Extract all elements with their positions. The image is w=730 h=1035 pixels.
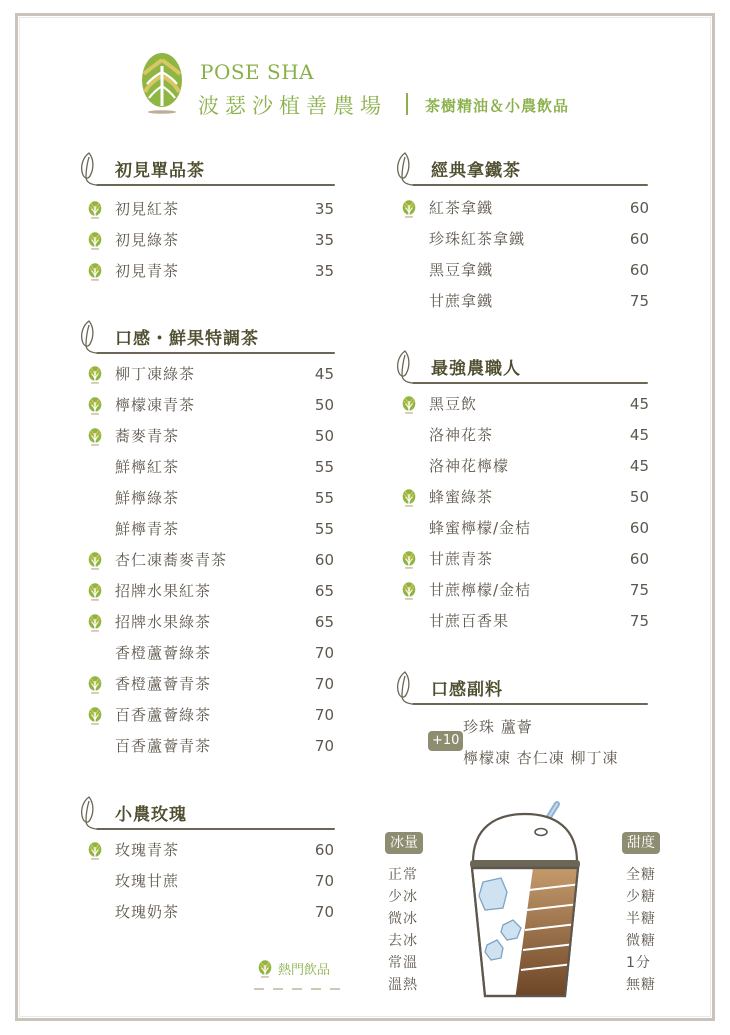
menu-item <box>402 286 649 317</box>
item-name: 甘蔗百香果 <box>429 612 510 630</box>
menu-list-latte <box>402 193 649 317</box>
sweetness-option: 1分 <box>626 955 651 971</box>
hot-drink-icon <box>402 582 416 600</box>
item-price: 70 <box>314 903 334 921</box>
item-name: 玫瑰奶茶 <box>115 903 180 921</box>
hot-drink-icon <box>402 489 416 507</box>
item-name: 蜂蜜檸檬/金桔 <box>429 519 532 537</box>
item-name: 甘蔗檸檬/金桔 <box>429 581 532 599</box>
item-name: 黑豆拿鐵 <box>429 261 494 279</box>
menu-item <box>88 700 334 731</box>
menu-list-fruit-special <box>88 359 334 762</box>
menu-item <box>88 576 334 607</box>
leaf-outline-icon <box>80 796 98 830</box>
item-price: 50 <box>314 396 334 414</box>
item-price: 45 <box>629 426 649 444</box>
ice-option: 少冰 <box>388 889 418 905</box>
menu-item <box>88 483 334 514</box>
item-name: 洛神花檸檬 <box>429 457 510 475</box>
item-price: 60 <box>629 230 649 248</box>
ice-level-options <box>388 864 418 996</box>
item-price: 50 <box>314 427 334 445</box>
sweetness-option: 全糖 <box>626 867 656 883</box>
hot-drink-icon <box>88 707 102 725</box>
item-price: 70 <box>314 644 334 662</box>
section-rule <box>412 184 648 186</box>
ice-level-badge: 冰量 <box>385 832 423 854</box>
section-rule <box>412 382 648 384</box>
item-name: 鮮檸綠茶 <box>115 489 180 507</box>
sweetness-option: 少糖 <box>626 889 656 905</box>
menu-item <box>402 224 649 255</box>
item-name: 玫瑰甘蔗 <box>115 872 180 890</box>
legend-label: 熱門飲品 <box>278 963 331 978</box>
menu-item <box>88 514 334 545</box>
sweetness-badge: 甜度 <box>622 832 660 854</box>
header-divider <box>406 93 408 115</box>
leaf-outline-icon <box>396 152 414 186</box>
section-header-first-single <box>80 152 335 188</box>
menu-item <box>402 575 649 606</box>
item-price: 60 <box>629 199 649 217</box>
menu-item <box>402 606 649 637</box>
item-name: 香橙蘆薈青茶 <box>115 675 212 693</box>
menu-item <box>88 194 334 225</box>
ice-option: 溫熱 <box>388 977 418 993</box>
hot-drink-icon <box>88 428 102 446</box>
menu-item <box>88 607 334 638</box>
section-title: 最強農職人 <box>431 359 521 379</box>
hot-drink-icon <box>88 201 102 219</box>
item-name: 蕎麥青茶 <box>115 427 180 445</box>
item-price: 60 <box>314 841 334 859</box>
section-rule <box>96 352 335 354</box>
menu-item <box>88 835 334 866</box>
menu-item <box>402 451 649 482</box>
sweetness-option: 微糖 <box>626 933 656 949</box>
sweetness-option: 半糖 <box>626 911 656 927</box>
menu-item <box>88 421 334 452</box>
brand-subtitle: 茶樹精油＆小農飲品 <box>425 97 570 115</box>
hot-drink-icon <box>88 366 102 384</box>
hot-drink-icon <box>88 552 102 570</box>
hot-drink-icon <box>88 263 102 281</box>
item-name: 香橙蘆薈綠茶 <box>115 644 212 662</box>
section-header-rose <box>80 796 335 832</box>
item-price: 60 <box>629 261 649 279</box>
ice-option: 去冰 <box>388 933 418 949</box>
item-name: 招牌水果綠茶 <box>115 613 212 631</box>
item-name: 初見綠茶 <box>115 231 180 249</box>
item-price: 50 <box>629 488 649 506</box>
menu-item <box>402 420 649 451</box>
item-price: 45 <box>629 457 649 475</box>
section-title: 口感・鮮果特調茶 <box>115 329 259 349</box>
item-price: 35 <box>314 262 334 280</box>
menu-item <box>402 544 649 575</box>
ice-option: 微冰 <box>388 911 418 927</box>
item-name: 甘蔗拿鐵 <box>429 292 494 310</box>
item-name: 百香蘆薈綠茶 <box>115 706 212 724</box>
menu-list-rose <box>88 835 334 928</box>
menu-item <box>88 638 334 669</box>
section-header-farmer <box>396 350 648 386</box>
item-name: 杏仁凍蕎麥青茶 <box>115 551 228 569</box>
section-title: 口感副料 <box>431 680 503 700</box>
item-name: 招牌水果紅茶 <box>115 582 212 600</box>
section-header-latte <box>396 152 648 188</box>
drink-cup-illustration <box>465 800 585 1000</box>
brand-name-english: POSE SHA <box>200 60 315 84</box>
item-name: 鮮檸紅茶 <box>115 458 180 476</box>
menu-list-first-single <box>88 194 334 287</box>
menu-item <box>88 256 334 287</box>
item-name: 蜂蜜綠茶 <box>429 488 494 506</box>
ice-option: 正常 <box>388 867 418 883</box>
menu-item <box>88 866 334 897</box>
item-price: 45 <box>629 395 649 413</box>
menu-item <box>88 225 334 256</box>
leaf-outline-icon <box>396 350 414 384</box>
ice-option: 常溫 <box>388 955 418 971</box>
dashed-divider <box>254 988 340 990</box>
section-title: 經典拿鐵茶 <box>431 161 521 181</box>
item-name: 珍珠紅茶拿鐵 <box>429 230 526 248</box>
menu-item <box>402 255 649 286</box>
menu-item <box>88 545 334 576</box>
menu-item <box>402 389 649 420</box>
menu-item <box>402 193 649 224</box>
section-header-toppings <box>396 671 648 707</box>
menu-item <box>88 897 334 928</box>
item-price: 65 <box>314 582 334 600</box>
item-price: 45 <box>314 365 334 383</box>
leaf-outline-icon <box>80 152 98 186</box>
brand-name-chinese: 波瑟沙植善農場 <box>198 94 387 118</box>
section-rule <box>412 703 648 705</box>
section-title: 小農玫瑰 <box>115 805 187 825</box>
item-name: 黑豆飲 <box>429 395 478 413</box>
hot-drink-icon <box>88 614 102 632</box>
item-price: 70 <box>314 706 334 724</box>
item-name: 鮮檸青茶 <box>115 520 180 538</box>
item-price: 35 <box>314 231 334 249</box>
sweetness-options <box>626 864 656 996</box>
menu-item <box>88 731 334 762</box>
menu-item <box>88 359 334 390</box>
menu-item <box>88 669 334 700</box>
topping-list-line-2: 檸檬凍 杏仁凍 柳丁凍 <box>463 749 619 767</box>
item-name: 玫瑰青茶 <box>115 841 180 859</box>
item-name: 初見紅茶 <box>115 200 180 218</box>
hot-drink-icon <box>88 583 102 601</box>
section-header-fruit-special <box>80 320 335 356</box>
menu-item <box>88 390 334 421</box>
hot-drink-icon <box>258 960 272 978</box>
menu-list-farmer <box>402 389 649 637</box>
hot-drink-icon <box>88 232 102 250</box>
item-name: 甘蔗青茶 <box>429 550 494 568</box>
item-name: 柳丁凍綠茶 <box>115 365 196 383</box>
leaf-logo-icon <box>140 52 184 116</box>
item-price: 35 <box>314 200 334 218</box>
hot-drink-icon <box>88 397 102 415</box>
section-rule <box>96 184 335 186</box>
item-price: 70 <box>314 737 334 755</box>
menu-item <box>402 482 649 513</box>
topping-list-line-1: 珍珠 蘆薈 <box>463 718 533 736</box>
item-price: 70 <box>314 872 334 890</box>
item-name: 紅茶拿鐵 <box>429 199 494 217</box>
section-title: 初見單品茶 <box>115 161 205 181</box>
section-rule <box>96 828 335 830</box>
leaf-outline-icon <box>396 671 414 705</box>
item-price: 75 <box>629 581 649 599</box>
leaf-outline-icon <box>80 320 98 354</box>
item-name: 檸檬凍青茶 <box>115 396 196 414</box>
item-name: 百香蘆薈青茶 <box>115 737 212 755</box>
hot-drink-icon <box>88 842 102 860</box>
item-price: 70 <box>314 675 334 693</box>
item-price: 75 <box>629 612 649 630</box>
hot-drink-icon <box>88 676 102 694</box>
item-price: 60 <box>629 550 649 568</box>
hot-drink-icon <box>402 551 416 569</box>
menu-item <box>402 513 649 544</box>
item-price: 55 <box>314 458 334 476</box>
menu-item <box>88 452 334 483</box>
sweetness-option: 無糖 <box>626 977 656 993</box>
hot-drink-icon <box>402 396 416 414</box>
topping-price-badge: +10 <box>428 731 463 751</box>
item-name: 初見青茶 <box>115 262 180 280</box>
item-price: 55 <box>314 489 334 507</box>
item-price: 60 <box>314 551 334 569</box>
item-price: 55 <box>314 520 334 538</box>
item-name: 洛神花茶 <box>429 426 494 444</box>
item-price: 65 <box>314 613 334 631</box>
item-price: 60 <box>629 519 649 537</box>
item-price: 75 <box>629 292 649 310</box>
hot-drink-icon <box>402 200 416 218</box>
